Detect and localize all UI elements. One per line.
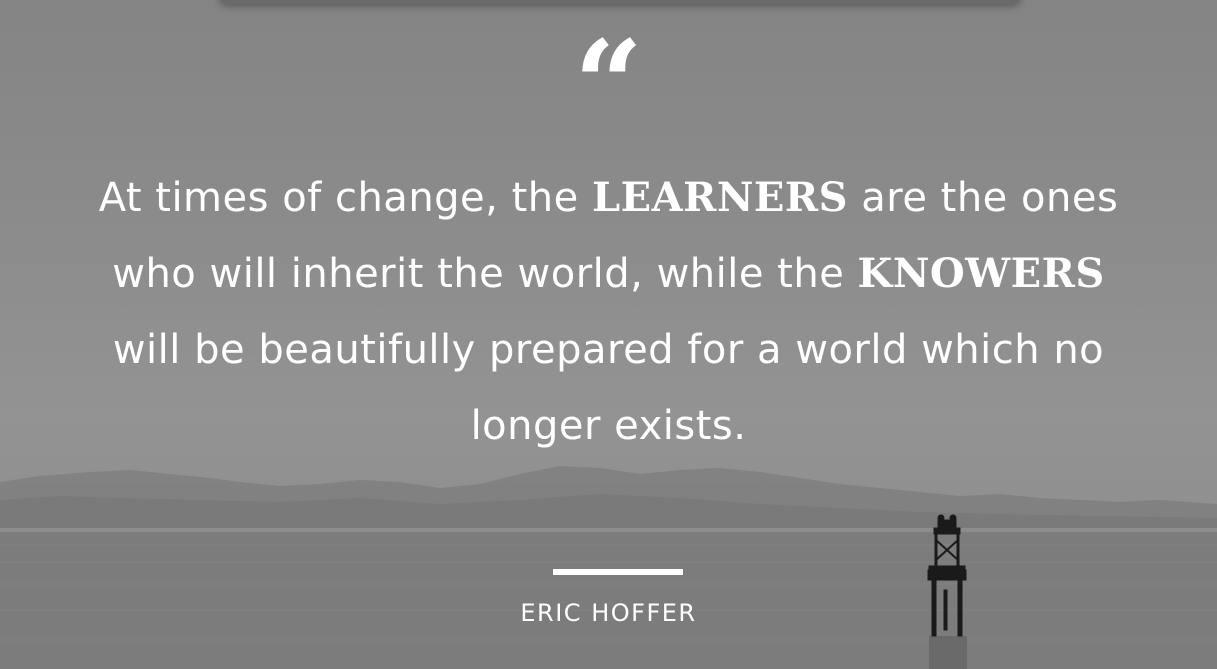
sea-highlight [0,528,1217,532]
quote-emphasis-knowers: KNOWERS [857,250,1105,297]
quote-part-1: At times of change, the [98,175,592,221]
quote-emphasis-learners: LEARNERS [591,174,849,221]
quote-mark-icon: “ [573,14,644,110]
quote-part-3: will be beautifully prepared for a world which no longer exists. [112,327,1105,449]
quote-part-2: are the ones who will inherit the world, while the [112,175,1119,297]
divider-line [553,569,683,575]
quote-text [80,160,1137,464]
quote-author: ERIC HOFFER [520,599,697,627]
